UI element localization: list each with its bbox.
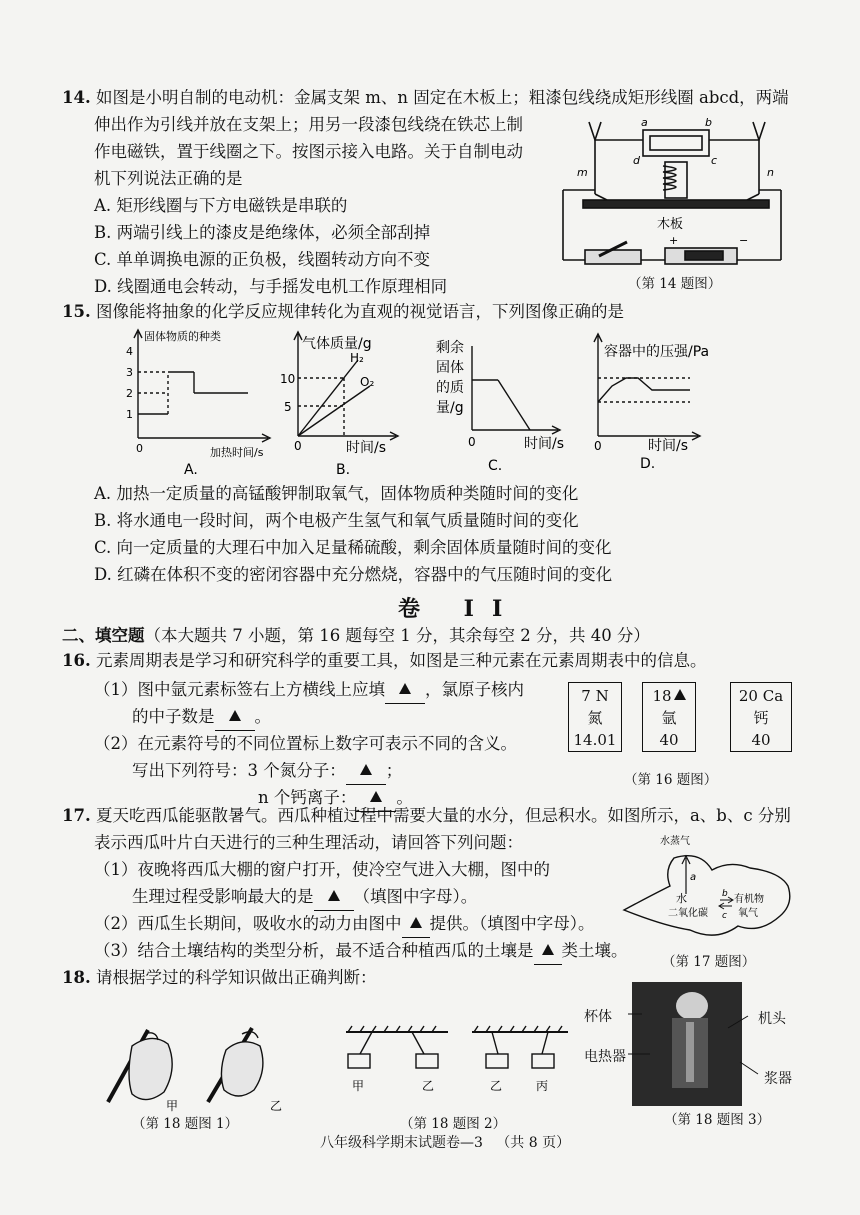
q17-part3: （3）结合土壤结构的类型分析，最不适合种植西瓜的土壤是 类土壤。 — [94, 937, 628, 965]
element-card-argon: 18 氩 40 — [642, 682, 696, 752]
q17-part2: （2）西瓜生长期间，吸收水的动力由图中 提供。（填图中字母）。 — [94, 910, 595, 938]
triangle-icon — [674, 689, 686, 700]
q15-graph-b — [276, 326, 416, 478]
q18-stem: 18. 请根据学过的科学知识做出正确判断： — [62, 968, 377, 987]
answer-blank — [215, 703, 255, 731]
q16-part2-a: 写出下列符号：3 个氮分子： ； — [132, 757, 402, 785]
label-jia: 甲 — [166, 1099, 179, 1113]
q16-part2-b: n 个钙离子： 。 — [258, 784, 413, 812]
label-vapor: 水蒸气 — [660, 836, 690, 847]
graph-c-ylabel-2: 固体 — [436, 360, 464, 376]
graph-c-ylabel-3: 的质 — [436, 380, 464, 396]
label-o2: O₂ — [360, 375, 375, 389]
label-heater: 电热器 — [584, 1049, 626, 1065]
q17-caption: （第 17 题图） — [662, 954, 756, 970]
graph-c-ylabel-1: 剩余 — [436, 340, 464, 356]
graph-a-xlabel: 加热时间/s — [210, 446, 264, 459]
tick-10: 10 — [280, 372, 296, 386]
coil-rectangle — [643, 130, 709, 156]
graph-a-origin: 0 — [136, 442, 143, 455]
question-number: 15. — [62, 302, 91, 321]
q18-fig3-caption: （第 18 题图 3） — [664, 1112, 771, 1128]
q14-option-c: C. 单单调换电源的正负极，线圈转动方向不变 — [94, 250, 431, 269]
q16-stem: 16. 元素周期表是学习和研究科学的重要工具，如图是三种元素在元素周期表中的信息。 — [62, 651, 707, 670]
graph-a-letter: A. — [184, 462, 198, 478]
triangle-icon — [229, 710, 241, 721]
label-c: c — [722, 911, 727, 921]
label-board: 木板 — [657, 217, 684, 232]
tick-1: 1 — [126, 408, 133, 421]
q15-stem: 15. 图像能将抽象的化学反应规律转化为直观的视觉语言，下列图像正确的是 — [62, 302, 624, 321]
graph-b-ylabel: 气体质量/g — [302, 336, 372, 352]
graph-c-origin: 0 — [468, 435, 476, 449]
graph-d-xlabel: 时间/s — [648, 438, 689, 454]
q14-caption: （第 14 题图） — [628, 276, 722, 292]
q16-part2: （2）在元素符号的不同位置标上数字可表示不同的含义。 — [94, 734, 517, 753]
label-minus: − — [739, 234, 749, 247]
graph-d-letter: D. — [640, 456, 656, 472]
label-d: d — [633, 154, 640, 167]
tick-3: 3 — [126, 366, 133, 379]
q15-option-a: A. 加热一定质量的高锰酸钾制取氧气，固体物质种类随时间的变化 — [94, 484, 579, 503]
section-title: 卷 II — [398, 596, 521, 622]
q17-line1: 17. 夏天吃西瓜能驱散暑气。西瓜种植过程中需要大量的水分，但忌积水。如图所示，a、b、c 分别 — [62, 806, 791, 825]
q18-fig2-hanging-objects — [342, 1024, 578, 1104]
label-co2: 二氧化碳 — [668, 908, 708, 919]
tick-5: 5 — [284, 400, 292, 414]
q14-line1: 14. 如图是小明自制的电动机：金属支架 m、n 固定在木板上；粗漆包线绕成矩形线圈 abcd，两端 — [62, 88, 789, 107]
q15-graph-d — [586, 326, 736, 478]
graph-a-ylabel: 固体物质的种类 — [144, 330, 221, 343]
answer-blank — [385, 676, 425, 704]
label-pulp: 浆器 — [764, 1071, 792, 1087]
q15-graph-c — [432, 326, 572, 478]
tick-4: 4 — [126, 345, 133, 358]
answer-blank — [402, 910, 430, 938]
label-head: 机头 — [758, 1011, 786, 1027]
graph-d-ylabel: 容器中的压强/Pa — [604, 344, 710, 360]
triangle-icon — [370, 791, 382, 802]
answer-blank — [534, 937, 562, 965]
graph-b-letter: B. — [336, 462, 351, 478]
label-water: 水 — [676, 892, 687, 905]
triangle-icon — [328, 890, 340, 901]
answer-blank — [346, 757, 386, 785]
question-number: 17. — [62, 806, 91, 825]
graph-c-letter: C. — [488, 458, 503, 474]
label-plus: + — [669, 234, 679, 247]
label-yi: 乙 — [270, 1099, 283, 1113]
q16-part1-cont: 的中子数是 。 — [132, 703, 271, 731]
q14-line3: 作电磁铁，置于线圈之下。按图示接入电路。关于自制电动 — [94, 142, 523, 161]
triangle-icon — [399, 683, 411, 694]
section-heading: 二、填空题（本大题共 7 小题，第 16 题每空 1 分，其余每空 2 分，共 40 分） — [62, 626, 650, 645]
label-organic: 有机物 — [734, 894, 764, 905]
q15-option-d: D. 红磷在体积不变的密闭容器中充分燃烧，容器中的气压随时间的变化 — [94, 565, 613, 584]
label-cup: 杯体 — [584, 1009, 612, 1025]
q14-option-a: A. 矩形线圈与下方电磁铁是串联的 — [94, 196, 348, 215]
q14-line2: 伸出作为引线并放在支架上；用另一段漆包线绕在铁芯上制 — [94, 115, 523, 134]
q17-leaf-diagram — [620, 830, 800, 950]
question-number: 14. — [62, 88, 91, 107]
graph-b-xlabel: 时间/s — [346, 440, 387, 456]
label-m: m — [577, 166, 588, 179]
q15-graph-a — [118, 326, 278, 478]
question-number: 16. — [62, 651, 91, 670]
q14-motor-diagram — [555, 112, 790, 272]
graph-c-ylabel-4: 量/g — [436, 400, 464, 416]
label-c: c — [711, 154, 718, 167]
question-number: 18. — [62, 968, 91, 987]
triangle-icon — [410, 917, 422, 928]
graph-d-origin: 0 — [594, 439, 602, 453]
triangle-icon — [360, 764, 372, 775]
label-a: a — [690, 872, 697, 883]
q18-fig1-caption: （第 18 题图 1） — [132, 1116, 239, 1132]
element-card-nitrogen: 7 N 氮 14.01 — [568, 682, 622, 752]
q14-option-d: D. 线圈通电会转动，与手摇发电机工作原理相同 — [94, 277, 448, 296]
q17-part1: （1）夜晚将西瓜大棚的窗户打开，使冷空气进入大棚，图中的 — [94, 860, 550, 879]
label-yi-2: 乙 — [490, 1079, 503, 1093]
q16-caption: （第 16 题图） — [624, 772, 718, 788]
label-bing: 丙 — [536, 1079, 549, 1093]
label-yi-1: 乙 — [422, 1079, 435, 1093]
graph-b-origin: 0 — [294, 439, 302, 453]
label-h2: H₂ — [350, 351, 364, 365]
label-a: a — [641, 116, 648, 129]
element-card-calcium: 20 Ca 钙 40 — [730, 682, 792, 752]
q16-part1: （1）图中氩元素标签右上方横线上应填 ，氯原子核内 — [94, 676, 524, 704]
graph-c-xlabel: 时间/s — [524, 436, 565, 452]
label-b: b — [722, 889, 728, 899]
tick-2: 2 — [126, 387, 133, 400]
q15-option-c: C. 向一定质量的大理石中加入足量稀硫酸，剩余固体质量随时间的变化 — [94, 538, 612, 557]
q14-option-b: B. 两端引线上的漆皮是绝缘体，必须全部刮掉 — [94, 223, 431, 242]
label-n: n — [767, 166, 774, 179]
answer-blank — [314, 883, 354, 911]
q18-fig3-leader-lines — [620, 1000, 760, 1080]
q18-fig1-test-pens — [92, 1010, 328, 1114]
q18-fig2-caption: （第 18 题图 2） — [400, 1116, 507, 1132]
label-b: b — [705, 116, 712, 129]
q17-line2: 表示西瓜叶片白天进行的三种生理活动，请回答下列问题： — [94, 833, 523, 852]
q15-option-b: B. 将水通电一段时间，两个电极产生氢气和氧气质量随时间的变化 — [94, 511, 579, 530]
page-footer: 八年级科学期末试题卷—3 （共 8 页） — [320, 1135, 571, 1151]
label-jia: 甲 — [352, 1079, 365, 1093]
q14-line4: 机下列说法正确的是 — [94, 169, 243, 188]
q17-part1-cont: 生理过程受影响最大的是 （填图中字母）。 — [132, 883, 477, 911]
label-oxygen: 氧气 — [738, 908, 758, 919]
triangle-icon — [542, 944, 554, 955]
